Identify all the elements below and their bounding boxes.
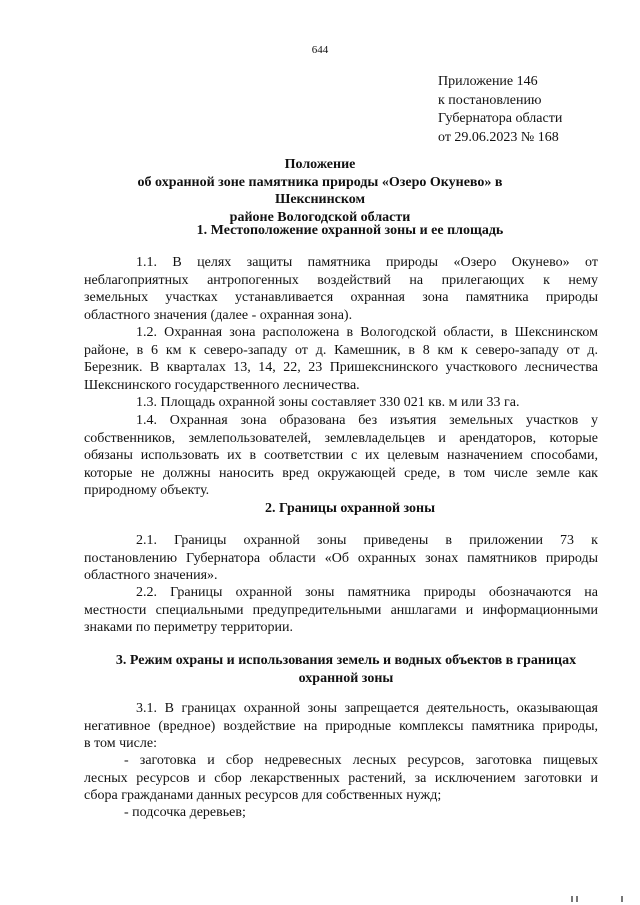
appendix-line: Губернатора области xyxy=(438,111,563,126)
appendix-line: к постановлению xyxy=(438,92,542,108)
appendix-reference xyxy=(438,73,562,147)
paragraph-1-4 xyxy=(84,412,598,500)
text-line: собственников, землепользователей, землевладельцев и арендаторов, которые xyxy=(84,430,598,446)
text-line: - заготовка и сбор недревесных лесных ресурсов, заготовка пищевых xyxy=(124,753,598,768)
text-line: обязаны использовать их в соответствии с их целевым назначением способами, xyxy=(84,448,598,464)
paragraph-1-3 xyxy=(84,394,598,412)
text-line: которые не должны наносить вред окружающей среде, в том числе земле как xyxy=(84,465,598,481)
section-2-heading: 2. Границы охранной зоны xyxy=(264,501,436,516)
text-line: 1.3. Площадь охранной зоны составляет 330 021 кв. м или 33 га. xyxy=(136,395,520,410)
appendix-line: Приложение 146 xyxy=(438,74,538,89)
paragraph-1-2 xyxy=(84,324,598,394)
text-line: в том числе: xyxy=(84,736,157,752)
text-line: - подсочка деревьев; xyxy=(124,805,246,820)
text-line: неблагоприятных антропогенных воздействий на прилегающих к нему xyxy=(84,272,598,288)
page-number: 644 xyxy=(311,44,329,56)
text-line: Шекснинского государственного лесничества. xyxy=(84,377,360,393)
text-line: 1.2. Охранная зона расположена в Вологодской области, в Шекснинском xyxy=(136,325,598,340)
text-line: земельных участках устанавливается охранная зона памятника природы xyxy=(84,290,598,306)
document-title xyxy=(100,156,540,226)
paragraph-3-1 xyxy=(84,700,598,753)
section-3-heading xyxy=(96,652,596,688)
paragraph-2-2 xyxy=(84,584,598,637)
paragraph-2-1 xyxy=(84,532,598,585)
text-line: местности специальными предупредительными аншлагами и информационными xyxy=(84,602,598,618)
paragraph-1-1 xyxy=(84,254,598,324)
text-line: 2.1. Границы охранной зоны приведены в приложении 73 к xyxy=(136,533,598,548)
heading-line: охранной зоны xyxy=(298,671,394,686)
text-line: 2.2. Границы охранной зоны памятника природы обозначаются на xyxy=(136,585,598,600)
text-line: Березник. В кварталах 13, 14, 22, 23 Пришекснинского участкового лесничества xyxy=(84,360,598,376)
text-line: областного значения (далее - охранная зона). xyxy=(84,307,353,323)
text-line: 3.1. В границах охранной зоны запрещается деятельность, оказывающая xyxy=(136,701,598,716)
list-item-tapping xyxy=(84,804,598,822)
text-line: лесных ресурсов и сбор лекарственных растений, за исключением заготовки и xyxy=(84,770,598,786)
text-line: природному объекту. xyxy=(84,483,210,499)
scan-mark xyxy=(576,896,578,902)
scan-mark xyxy=(621,896,623,902)
text-line: 1.1. В целях защиты памятника природы «Озеро Окунево» от xyxy=(136,255,598,270)
text-line: постановлению Губернатора области «Об охранных зонах памятников природы xyxy=(84,550,598,566)
list-item-harvesting xyxy=(84,752,598,805)
appendix-line: от 29.06.2023 № 168 xyxy=(438,129,559,145)
section-1-heading: 1. Местоположение охранной зоны и ее площадь xyxy=(196,223,504,238)
text-line: сбора гражданами данных ресурсов для собственных нужд; xyxy=(84,788,442,804)
text-line: негативное (вредное) воздействие на природные комплексы памятника природы, xyxy=(84,718,598,734)
title-line: Положение xyxy=(284,157,356,172)
text-line: областного значения». xyxy=(84,568,218,584)
text-line: районе, в 6 км к северо-западу от д. Камешник, в 8 км к северо-западу от д. xyxy=(84,342,598,358)
heading-line: 3. Режим охраны и использования земель и водных объектов в границах xyxy=(115,653,577,668)
scan-mark xyxy=(571,896,573,902)
title-line: об охранной зоне памятника природы «Озеро Окунево» в Шекснинском xyxy=(137,174,503,207)
title-line: районе Вологодской области xyxy=(229,209,411,225)
text-line: знаками по периметру территории. xyxy=(84,620,294,636)
text-line: 1.4. Охранная зона образована без изъятия земельных участков у xyxy=(136,413,598,428)
